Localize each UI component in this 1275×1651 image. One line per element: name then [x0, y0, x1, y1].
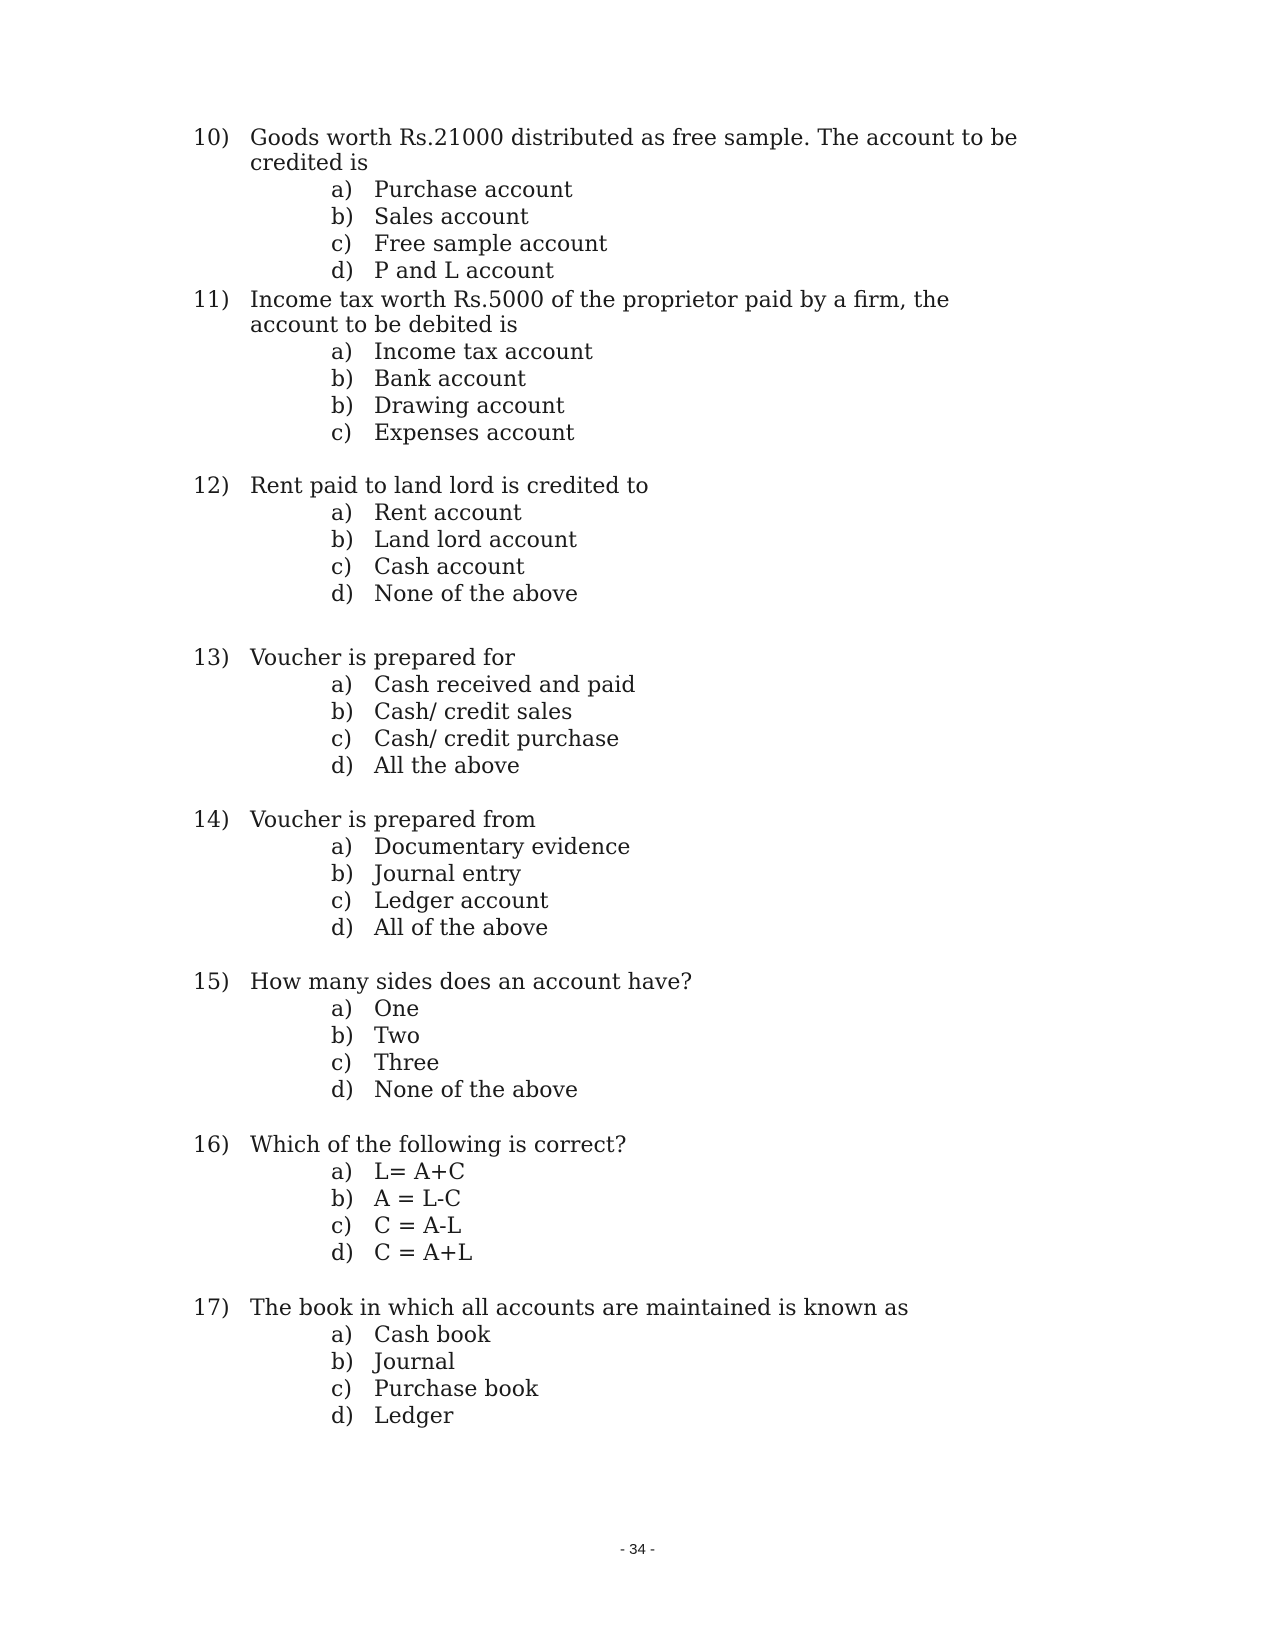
option-text: Documentary evidence — [374, 835, 631, 860]
option-text: Cash/ credit purchase — [374, 727, 620, 752]
option — [193, 554, 1043, 581]
option-text: Income tax account — [374, 340, 593, 365]
question-text: How many sides does an account have? — [250, 970, 693, 995]
option-text: Ledger account — [374, 889, 549, 914]
option-letter: d) — [331, 754, 354, 779]
option — [193, 339, 1043, 366]
option — [193, 753, 1043, 780]
question-text: Goods worth Rs.21000 distributed as free sample. The account to be credited is — [250, 126, 1018, 176]
option-letter: d) — [331, 1404, 354, 1429]
option-text: Cash account — [374, 555, 525, 580]
option-letter: c) — [331, 1214, 352, 1239]
option — [193, 888, 1043, 915]
option — [193, 726, 1043, 753]
option-list — [193, 672, 1043, 780]
option — [193, 1240, 1043, 1267]
option-text: All of the above — [374, 916, 549, 941]
option-letter: b) — [331, 862, 354, 887]
question-number: 12) — [193, 474, 230, 499]
option-text: None of the above — [374, 582, 578, 607]
option-letter: b) — [331, 1187, 354, 1212]
question-15 — [193, 970, 1043, 1104]
option-letter: a) — [331, 340, 353, 365]
question-number: 11) — [193, 288, 230, 313]
option-letter: d) — [331, 916, 354, 941]
question-14 — [193, 808, 1043, 942]
option — [193, 834, 1043, 861]
option-text: C = A+L — [374, 1241, 473, 1266]
option — [193, 177, 1043, 204]
option-letter: c) — [331, 232, 352, 257]
option-text: Sales account — [374, 205, 529, 230]
option — [193, 861, 1043, 888]
option-text: Journal — [374, 1350, 456, 1375]
option-text: Three — [374, 1051, 440, 1076]
option-text: One — [374, 997, 420, 1022]
option-letter: b) — [331, 394, 354, 419]
option — [193, 500, 1043, 527]
option-letter: c) — [331, 727, 352, 752]
option-text: C = A-L — [374, 1214, 462, 1239]
option-letter: d) — [331, 1241, 354, 1266]
question-text: The book in which all accounts are maintained is known as — [250, 1296, 909, 1321]
option — [193, 1349, 1043, 1376]
option-text: Cash received and paid — [374, 673, 636, 698]
option-list — [193, 339, 1043, 447]
option — [193, 699, 1043, 726]
option — [193, 231, 1043, 258]
option — [193, 1023, 1043, 1050]
option-text: Bank account — [374, 367, 526, 392]
option-letter: a) — [331, 1323, 353, 1348]
option-text: Two — [374, 1024, 420, 1049]
question-17 — [193, 1296, 1043, 1430]
question-number: 13) — [193, 646, 230, 671]
option-text: Rent account — [374, 501, 522, 526]
option — [193, 1186, 1043, 1213]
option — [193, 204, 1043, 231]
option-text: Free sample account — [374, 232, 608, 257]
option-letter: b) — [331, 1024, 354, 1049]
question-number: 16) — [193, 1133, 230, 1158]
option-text: Purchase book — [374, 1377, 539, 1402]
option-letter: a) — [331, 835, 353, 860]
option — [193, 527, 1043, 554]
option — [193, 366, 1043, 393]
question-number: 14) — [193, 808, 230, 833]
question-number: 10) — [193, 126, 230, 151]
option-text: Expenses account — [374, 421, 575, 446]
option — [193, 1403, 1043, 1430]
option-letter: d) — [331, 1078, 354, 1103]
option-letter: b) — [331, 205, 354, 230]
option-letter: b) — [331, 1350, 354, 1375]
option-list — [193, 1322, 1043, 1430]
question-text: Income tax worth Rs.5000 of the proprietor paid by a firm, the account to be debited is — [250, 288, 950, 338]
option-text: Ledger — [374, 1404, 454, 1429]
option-text: L= A+C — [374, 1160, 466, 1185]
option-list — [193, 500, 1043, 608]
question-12 — [193, 474, 1043, 608]
question-text: Which of the following is correct? — [250, 1133, 627, 1158]
page-number: - 34 - — [619, 1541, 655, 1558]
option-letter: c) — [331, 889, 352, 914]
question-text: Voucher is prepared for — [250, 646, 515, 671]
option — [193, 1050, 1043, 1077]
question-text: Voucher is prepared from — [250, 808, 536, 833]
option-text: Drawing account — [374, 394, 565, 419]
option-text: All the above — [374, 754, 520, 779]
option-text: Land lord account — [374, 528, 578, 553]
option-letter: d) — [331, 582, 354, 607]
option-text: Cash/ credit sales — [374, 700, 573, 725]
option-letter: c) — [331, 1051, 352, 1076]
question-16 — [193, 1133, 1043, 1267]
question-13 — [193, 646, 1043, 780]
question-number: 15) — [193, 970, 230, 995]
option — [193, 1213, 1043, 1240]
option-letter: a) — [331, 1160, 353, 1185]
option-letter: c) — [331, 1377, 352, 1402]
question-text: Rent paid to land lord is credited to — [250, 474, 649, 499]
option — [193, 672, 1043, 699]
option-list — [193, 996, 1043, 1104]
option-text: Journal entry — [374, 862, 522, 887]
option — [193, 915, 1043, 942]
option — [193, 581, 1043, 608]
option-letter: a) — [331, 997, 353, 1022]
option — [193, 1322, 1043, 1349]
option — [193, 1077, 1043, 1104]
question-number: 17) — [193, 1296, 230, 1321]
option-letter: d) — [331, 259, 354, 284]
option-letter: a) — [331, 673, 353, 698]
option-letter: c) — [331, 421, 352, 446]
option — [193, 996, 1043, 1023]
option-letter: b) — [331, 367, 354, 392]
option — [193, 393, 1043, 420]
option-text: A = L-C — [374, 1187, 462, 1212]
option-text: P and L account — [374, 259, 554, 284]
option-list — [193, 177, 1043, 285]
question-11 — [193, 288, 1043, 447]
option-letter: b) — [331, 528, 354, 553]
option-text: None of the above — [374, 1078, 578, 1103]
option — [193, 1376, 1043, 1403]
option-list — [193, 834, 1043, 942]
option-letter: a) — [331, 178, 353, 203]
option-text: Cash book — [374, 1323, 491, 1348]
option-list — [193, 1159, 1043, 1267]
question-10 — [193, 126, 1043, 285]
option-text: Purchase account — [374, 178, 573, 203]
option — [193, 258, 1043, 285]
option-letter: a) — [331, 501, 353, 526]
option-letter: b) — [331, 700, 354, 725]
option — [193, 1159, 1043, 1186]
option-letter: c) — [331, 555, 352, 580]
option — [193, 420, 1043, 447]
